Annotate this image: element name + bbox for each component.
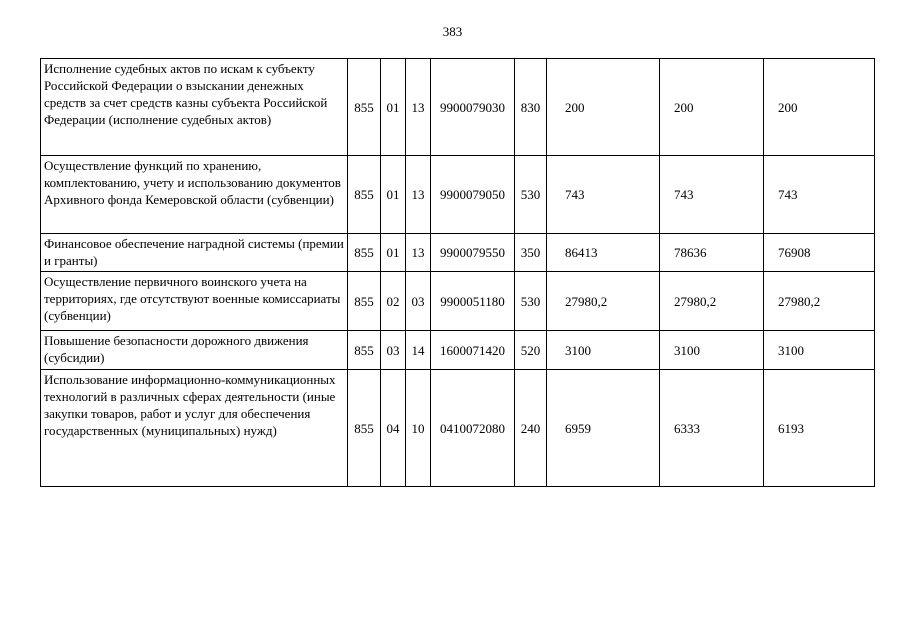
table-row xyxy=(41,156,875,234)
row-subsection-code: 03 xyxy=(406,272,431,331)
row-amount-3: 743 xyxy=(764,156,875,234)
row-name: Осуществление функций по хранению, комплектованию, учету и использованию документов Архивного фонда Кемеровской области (субвенции) xyxy=(41,156,348,234)
table-row xyxy=(41,272,875,331)
row-name: Финансовое обеспечение наградной системы (премии и гранты) xyxy=(41,234,348,272)
row-name: Исполнение судебных актов по искам к субъекту Российской Федерации о взыскании денежных средств за счет средств казны субъекта Российской Федерации (исполнение судебных актов) xyxy=(41,59,348,156)
row-amount-2: 78636 xyxy=(660,234,764,272)
row-amount-2: 6333 xyxy=(660,370,764,487)
row-amount-1: 6959 xyxy=(547,370,660,487)
row-section-code: 01 xyxy=(381,59,406,156)
row-subsection-code: 14 xyxy=(406,331,431,370)
row-amount-3: 200 xyxy=(764,59,875,156)
row-expense-type-code: 830 xyxy=(515,59,547,156)
row-expense-type-code: 240 xyxy=(515,370,547,487)
page-number: 383 xyxy=(442,24,463,39)
row-target-article-code: 9900079030 xyxy=(431,59,515,156)
row-grbs-code: 855 xyxy=(348,370,381,487)
row-amount-2: 27980,2 xyxy=(660,272,764,331)
row-section-code: 03 xyxy=(381,331,406,370)
row-amount-2: 743 xyxy=(660,156,764,234)
row-name: Использование информационно-коммуникационных технологий в различных сферах деятельности (иные закупки товаров, работ и услуг для обеспечения государственных (муниципальных) нужд) xyxy=(41,370,348,487)
row-amount-1: 86413 xyxy=(547,234,660,272)
row-subsection-code: 13 xyxy=(406,156,431,234)
table-row xyxy=(41,370,875,487)
row-name: Повышение безопасности дорожного движения (субсидии) xyxy=(41,331,348,370)
table-row xyxy=(41,234,875,272)
row-subsection-code: 10 xyxy=(406,370,431,487)
row-expense-type-code: 530 xyxy=(515,272,547,331)
row-grbs-code: 855 xyxy=(348,272,381,331)
budget-table xyxy=(40,58,875,487)
row-amount-1: 27980,2 xyxy=(547,272,660,331)
row-amount-1: 743 xyxy=(547,156,660,234)
row-amount-3: 76908 xyxy=(764,234,875,272)
row-amount-3: 3100 xyxy=(764,331,875,370)
row-name: Осуществление первичного воинского учета на территориях, где отсутствуют военные комиссариаты (субвенции) xyxy=(41,272,348,331)
table-row xyxy=(41,331,875,370)
row-expense-type-code: 520 xyxy=(515,331,547,370)
row-amount-3: 6193 xyxy=(764,370,875,487)
row-target-article-code: 9900079550 xyxy=(431,234,515,272)
row-section-code: 01 xyxy=(381,156,406,234)
row-amount-2: 200 xyxy=(660,59,764,156)
row-subsection-code: 13 xyxy=(406,59,431,156)
row-grbs-code: 855 xyxy=(348,156,381,234)
row-expense-type-code: 530 xyxy=(515,156,547,234)
row-grbs-code: 855 xyxy=(348,234,381,272)
row-amount-3: 27980,2 xyxy=(764,272,875,331)
row-grbs-code: 855 xyxy=(348,331,381,370)
row-amount-1: 200 xyxy=(547,59,660,156)
row-amount-1: 3100 xyxy=(547,331,660,370)
row-section-code: 04 xyxy=(381,370,406,487)
row-target-article-code: 1600071420 xyxy=(431,331,515,370)
row-grbs-code: 855 xyxy=(348,59,381,156)
row-expense-type-code: 350 xyxy=(515,234,547,272)
row-amount-2: 3100 xyxy=(660,331,764,370)
row-subsection-code: 13 xyxy=(406,234,431,272)
row-target-article-code: 9900079050 xyxy=(431,156,515,234)
row-target-article-code: 9900051180 xyxy=(431,272,515,331)
table-row xyxy=(41,59,875,156)
row-section-code: 01 xyxy=(381,234,406,272)
row-section-code: 02 xyxy=(381,272,406,331)
row-target-article-code: 0410072080 xyxy=(431,370,515,487)
